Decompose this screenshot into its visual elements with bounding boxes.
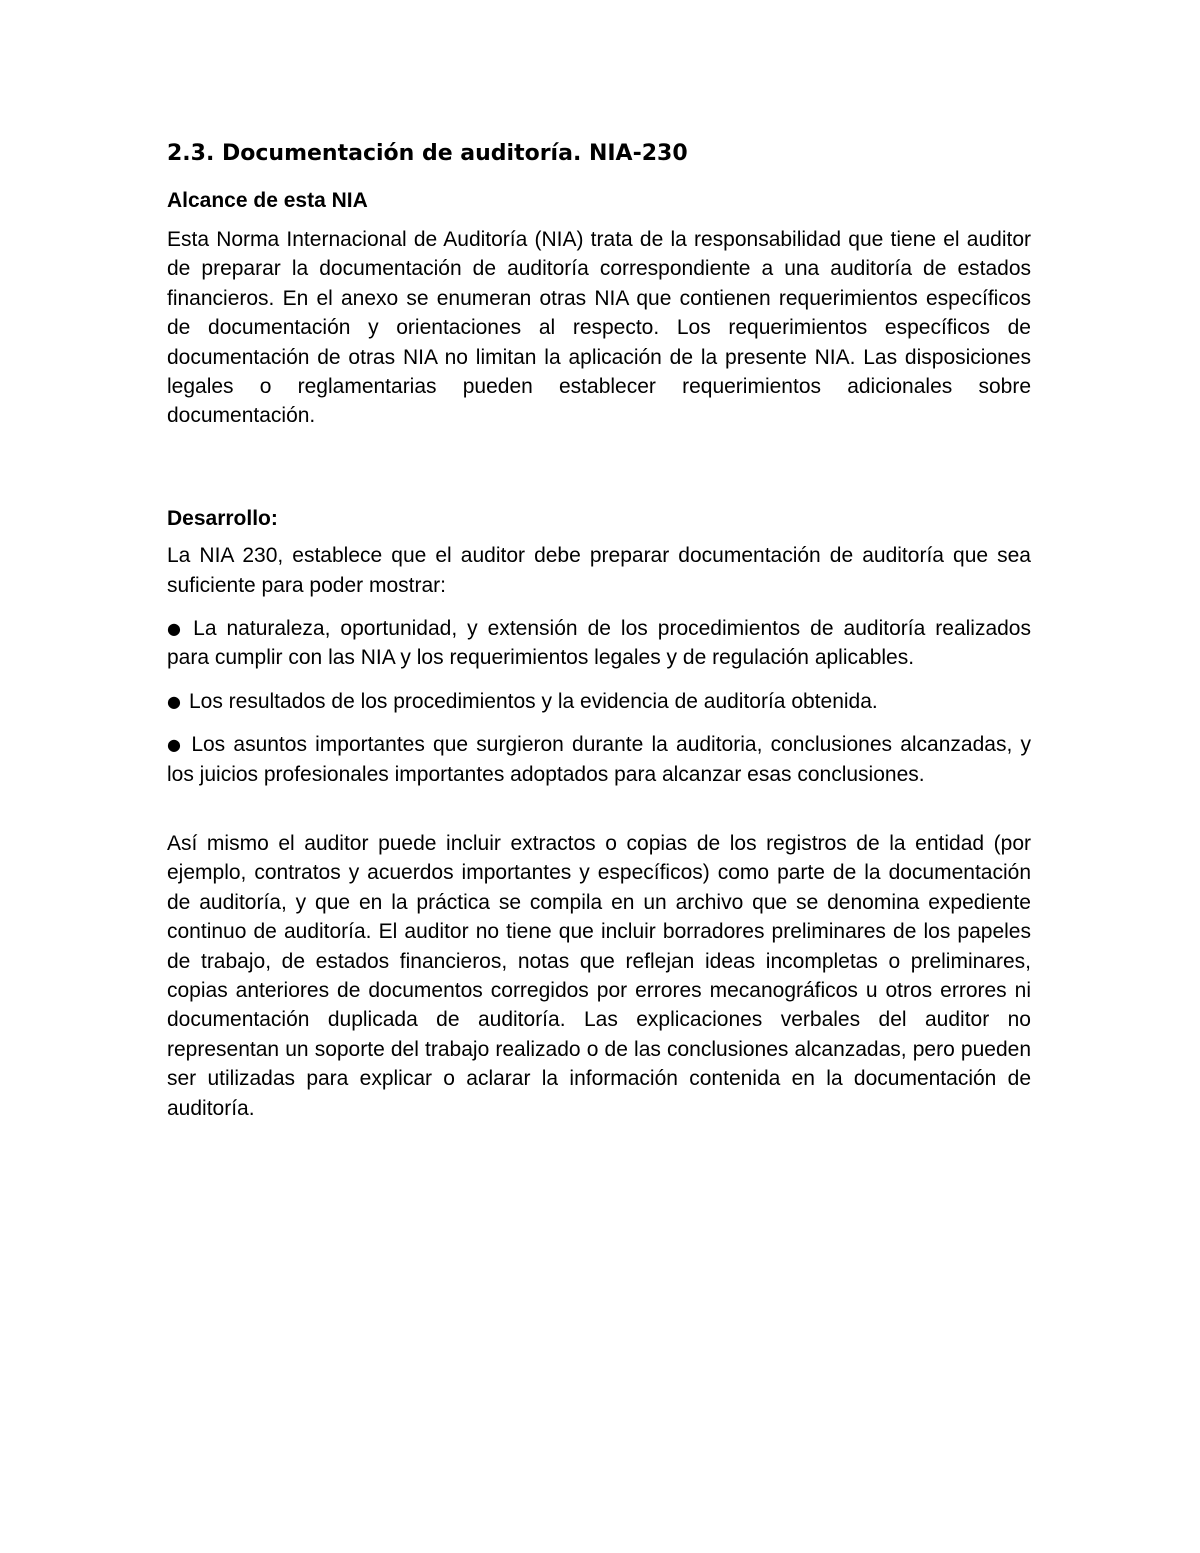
list-item — [167, 614, 1031, 673]
list-item-text: Los resultados de los procedimientos y la evidencia de auditoría obtenida. — [188, 689, 878, 713]
scope-heading: Alcance de esta NIA — [167, 188, 368, 212]
list-item — [167, 687, 1031, 716]
closing-paragraph: Así mismo el auditor puede incluir extractos o copias de los registros de la entidad (por ejemplo, contratos y acuerdos importantes y específicos) como parte de la documentación de auditoría, y que en la práctica se compila en un archivo que se denomina expediente continuo de auditoría. El auditor no tiene que incluir borradores preliminares de los papeles de trabajo, de estados financieros, notas que reflejan ideas incompletas o preliminares, copias anteriores de documentos corregidos por errores mecanográficos u otros errores ni documentación duplicada de auditoría. Las explicaciones verbales del auditor no representan un soporte del trabajo realizado o de las conclusiones alcanzadas, pero pueden ser utilizadas para explicar o aclarar la información contenida en la documentación de auditoría. — [167, 831, 1031, 1120]
bullet-icon: ● — [167, 735, 184, 755]
bullet-icon: ● — [167, 691, 181, 711]
list-item-text: Los asuntos importantes que surgieron durante la auditoria, conclusiones alcanzadas, y los juicios profesionales importantes adoptados para alcanzar esas conclusiones. — [167, 733, 1031, 786]
list-item-text: La naturaleza, oportunidad, y extensión de los procedimientos de auditoría realizados para cumplir con las NIA y los requerimientos legales y de regulación aplicables. — [167, 616, 1031, 670]
development-heading: Desarrollo: — [167, 506, 278, 530]
section-title: 2.3. Documentación de auditoría. NIA-230 — [167, 141, 688, 166]
scope-paragraph: Esta Norma Internacional de Auditoría (NIA) trata de la responsabilidad que tiene el auditor de preparar la documentación de auditoría correspondiente a una auditoría de estados financieros. En el anexo se enumeran otras NIA que contienen requerimientos específicos de documentación y orientaciones al respecto. Los requerimientos específicos de documentación de otras NIA no limitan la aplicación de la presente NIA. Las disposiciones legales o reglamentarias pueden establecer requerimientos adicionales sobre documentación. — [167, 227, 1031, 428]
development-intro: La NIA 230, establece que el auditor debe preparar documentación de auditoría que sea suficiente para poder mostrar: — [167, 544, 1031, 597]
document-page — [167, 140, 1031, 1123]
list-item — [167, 730, 1031, 789]
bullet-icon: ● — [167, 618, 186, 638]
bullet-list — [167, 614, 1031, 789]
